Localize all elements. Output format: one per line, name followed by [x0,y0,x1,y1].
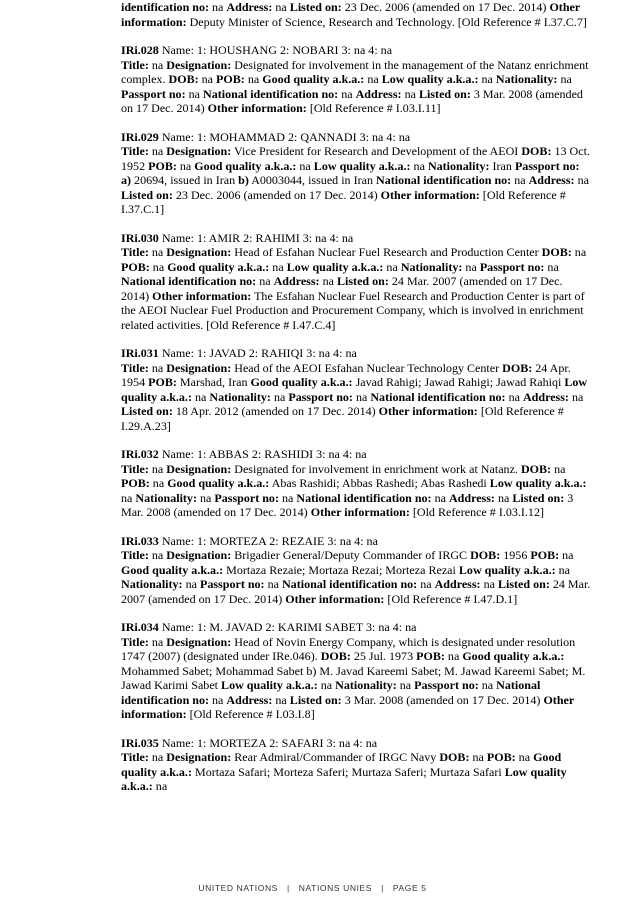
field-value: na [364,72,382,86]
field-value: na [148,634,167,649]
field-value: Head of Esfahan Nuclear Fuel Research and Production Center [231,245,542,259]
field-value: 25 Jul. 1973 [350,649,417,663]
field-value: na [559,548,574,562]
entry-name: 1: JAVAD 2: RAHIQI 3: na 4: na [196,346,357,360]
entry-reference: IRi.032 [121,447,159,461]
field-label: Other information: [378,404,478,418]
field-label: Low quality a.k.a.: [286,259,384,274]
entry-iri-034 [121,620,591,722]
field-label: Title: [121,750,149,764]
field-value: na [191,389,210,404]
entry-list [121,43,591,794]
entry-name-label: Name: [158,533,197,548]
field-value: Vice President for Research and Development of the AEOI [231,144,522,158]
field-label: POB: [121,259,150,274]
field-label: Good quality a.k.a.: [121,562,224,577]
field-value: na [182,577,200,591]
field-value: [Old Reference # I.03.I.11] [306,101,441,115]
entry-iri-035 [121,736,591,794]
field-label: Nationality: [400,259,463,274]
intro-value: Deputy Minister of Science, Research and Technology. [Old Reference # I.37.C.7] [186,14,587,29]
field-label: Title: [121,461,149,476]
field-label: Nationality: [121,577,183,591]
field-value: na [256,274,274,288]
field-value: na [494,490,513,505]
field-label: Address: [355,86,402,101]
field-label: POB: [121,476,150,490]
field-label: DOB: [520,461,552,476]
footer-org-french: NATIONS UNIES [298,883,373,893]
field-label: Good quality a.k.a.: [250,375,353,389]
field-label: Passport no: [121,86,186,101]
field-value: na [383,259,401,274]
field-label: National identification no: [376,173,512,187]
field-value: na [478,72,496,86]
field-value: na [410,158,428,173]
field-label: DOB: [320,649,351,663]
field-value: na [148,548,167,562]
field-value: na [417,577,435,591]
field-value: na [152,779,168,793]
field-value: Mortaza Safari; Morteza Saferi; Murtaza Saferi; Murtaza Safari [191,764,505,779]
entry-name: 1: AMIR 2: RAHIMI 3: na 4: na [196,230,354,245]
field-value: na [148,461,167,476]
field-label: National identification no: [296,490,432,505]
entry-name: 1: HOUSHANG 2: NOBARI 3: na 4: na [196,43,393,57]
field-label: DOB: [521,144,552,158]
entry-heading [121,736,591,751]
field-label: Low quality a.k.a.: [313,158,411,173]
entry-heading [121,130,591,145]
field-label: Nationality: [495,72,558,86]
field-value: A0003044, issued in Iran [248,173,376,187]
field-label: Designation: [166,750,232,764]
field-value: Designated for involvement in the management of the Natanz enrichment complex. [121,57,589,86]
field-value: na [462,259,480,274]
field-value: The Esfahan Nuclear Fuel Research and Production Center is part of the AEOI Nuclear Fuel Production and Procurement Company, which is involved in enrichment related activities. [Old Reference # I.47.C.4] [121,288,585,332]
field-label: Listed on: [289,692,342,707]
field-label: POB: [148,158,177,173]
field-value: Javad Rahigi; Jawad Rahigi; Jawad Rahiqi [352,375,565,389]
field-value: na [148,750,167,764]
field-value: Mortaza Rezaie; Mortaza Rezai; Morteza Rezai [223,562,459,577]
field-label: DOB: [541,245,572,259]
entry-reference: IRi.034 [121,620,159,634]
field-label: Title: [121,144,149,158]
field-label: Good quality a.k.a.: [194,158,297,173]
field-value: na [244,72,263,86]
field-label: Other information: [152,288,252,303]
field-label: Good quality a.k.a.: [262,72,365,86]
field-label: National identification no: [121,274,257,288]
field-label: Nationality: [427,158,490,173]
field-label: POB: [416,649,445,663]
field-label: Designation: [166,548,232,562]
field-label: Title: [121,548,149,562]
intro-label: identification no: [121,0,210,14]
field-label: Title: [121,57,149,72]
field-label: Address: [448,490,495,505]
field-value: na [338,86,356,101]
field-label: Nationality: [209,389,271,404]
field-label: Good quality a.k.a.: [462,649,565,663]
page-number: PAGE 5 [392,883,427,893]
field-value: na [264,577,282,591]
field-value: na [148,57,167,72]
footer-separator: | [286,883,290,893]
field-label: b) [238,173,249,187]
field-label: Designation: [166,57,232,72]
entry-name-label: Name: [158,447,197,461]
intro-paragraph [121,0,591,29]
field-value: na [401,86,419,101]
intro-value: 23 Dec. 2006 (amended on 17 Dec. 2014) [341,0,550,14]
field-value: 20694, issued in Iran [131,173,239,187]
field-value: na [480,577,498,591]
entry-reference: IRi.028 [121,43,159,57]
field-value: na [557,72,572,86]
field-value: [Old Reference # I.03.I.12] [409,505,544,519]
field-value: na [568,389,584,404]
field-label: Designation: [166,245,232,259]
field-value: [Old Reference # I.37.C.1] [121,187,566,216]
entry-heading [121,620,591,635]
entry-iri-032 [121,447,591,520]
field-value: Iran [489,158,515,173]
field-label: Listed on: [121,404,173,418]
field-value: 3 Mar. 2008 (amended on 17 Dec. 2014) [341,692,544,707]
entry-heading [121,447,591,462]
field-value: na [148,245,167,259]
field-value: na [176,158,195,173]
field-value: na [148,144,167,158]
field-value: na [478,678,497,692]
field-value: na [317,678,336,692]
intro-label: Other information: [121,0,580,29]
field-value: na [272,692,290,707]
field-label: Listed on: [336,274,389,288]
field-value: na [544,259,559,274]
field-value: na [278,490,297,505]
field-value: na [269,259,287,274]
field-label: National identification no: [281,577,418,591]
field-value: na [551,461,566,476]
field-value: Designated for involvement in enrichment work at Natanz. [231,461,521,476]
field-label: Low quality a.k.a.: [458,562,556,577]
field-label: Passport no: [288,389,353,404]
field-label: POB: [216,72,245,86]
field-label: Good quality a.k.a.: [167,259,270,274]
entry-iri-031 [121,346,591,433]
field-label: POB: [148,375,177,389]
field-value: 13 Oct. 1952 [121,144,590,173]
field-value: na [149,259,168,274]
entry-name-label: Name: [158,346,197,360]
field-label: Nationality: [335,678,397,692]
sanctions-list-content [121,0,591,808]
footer-separator: | [381,883,384,893]
field-value: 1956 [500,548,531,562]
field-label: Low quality a.k.a.: [121,375,588,404]
field-value: Head of the AEOI Esfahan Nuclear Technology Center [231,360,503,375]
field-value: na [505,389,523,404]
field-value: Mohammed Sabet; Mohammad Sabet b) M. Javad Kareemi Sabet; M. Jawad Kareemi Sabet; M. Jawad Karimi Sabet [121,663,586,692]
field-label: Passport no: [214,490,279,505]
field-value: na [444,649,463,663]
field-label: Address: [226,692,273,707]
entry-name: 1: MORTEZA 2: REZAIE 3: na 4: na [196,533,378,548]
field-label: Title: [121,360,149,375]
field-label: Good quality a.k.a.: [167,476,270,490]
field-label: Address: [528,173,575,187]
entry-iri-028 [121,43,591,116]
field-value: 23 Dec. 2006 (amended on 17 Dec. 2014) [172,187,381,202]
field-label: National identification no: [121,678,541,707]
field-label: Designation: [166,360,232,375]
field-label: Designation: [166,461,232,476]
field-value: na [185,86,203,101]
field-label: Listed on: [497,577,550,591]
field-label: Other information: [380,187,480,202]
entry-heading [121,346,591,361]
field-value: 24 Mar. 2007 (amended on 17 Dec. 2014) [121,577,591,606]
field-label: DOB: [439,750,470,764]
field-value: Rear Admiral/Commander of IRGC Navy [231,750,440,764]
field-label: DOB: [168,72,199,86]
field-value: na [198,72,217,86]
field-label: Passport no: [479,259,545,274]
field-value: 24 Apr. 1954 [121,360,571,389]
field-value: na [196,490,215,505]
entry-name-label: Name: [158,735,197,750]
field-label: Other information: [207,101,307,115]
entry-heading [121,231,591,246]
field-value: na [149,476,168,490]
intro-label: Listed on: [289,0,342,14]
field-label: Title: [121,245,149,259]
field-label: Designation: [166,634,232,649]
field-label: Nationality: [135,490,197,505]
field-label: Listed on: [418,86,471,101]
field-label: Low quality a.k.a.: [489,476,587,490]
entry-reference: IRi.035 [121,735,159,750]
entry-name-label: Name: [158,620,197,634]
field-label: POB: [530,548,560,562]
entry-name: 1: MOHAMMAD 2: QANNADI 3: na 4: na [196,129,411,144]
field-value: na [396,678,415,692]
field-label: Designation: [166,144,232,158]
field-label: a) [121,173,132,187]
field-value: na [555,562,571,577]
field-value: na [431,490,449,505]
entry-name-label: Name: [158,129,197,144]
field-value: na [148,360,167,375]
field-label: Passport no: [199,577,265,591]
entry-reference: IRi.033 [121,533,159,548]
field-label: Listed on: [512,490,565,505]
field-label: Listed on: [121,187,173,202]
field-label: Address: [522,389,569,404]
field-value: na [571,245,587,259]
entry-name: 1: M. JAVAD 2: KARIMI SABET 3: na 4: na [196,620,417,634]
entry-name: 1: MORTEZA 2: SAFARI 3: na 4: na [196,735,378,750]
field-label: DOB: [502,360,533,375]
field-value: na [209,692,227,707]
field-value: na [469,750,487,764]
field-label: National identification no: [370,389,506,404]
field-label: Address: [273,274,320,288]
field-value: 24 Mar. 2007 (amended on 17 Dec. 2014) [121,274,563,303]
entry-reference: IRi.030 [121,230,159,245]
field-label: National identification no: [203,86,339,101]
field-value: na [574,173,589,187]
field-value: Abas Rashidi; Abbas Rashedi; Abas Rashedi [269,476,490,490]
entry-reference: IRi.029 [121,129,159,144]
field-label: Other information: [285,591,385,606]
intro-value: na [272,0,290,14]
field-label: Low quality a.k.a.: [381,72,479,86]
field-value: [Old Reference # I.29.A.23] [121,404,564,433]
field-value: 3 Mar. 2008 (amended on 17 Dec. 2014) [121,86,583,115]
entry-name-label: Name: [158,230,197,245]
field-label: Title: [121,634,149,649]
field-value: [Old Reference # I.03.I.8] [186,707,315,721]
field-label: Address: [434,577,481,591]
field-label: Good quality a.k.a.: [121,750,562,779]
field-value: Brigadier General/Deputy Commander of IRGC [231,548,471,562]
field-value: na [511,173,529,187]
entry-iri-029 [121,130,591,217]
entry-name: 1: ABBAS 2: RASHIDI 3: na 4: na [196,447,367,461]
entry-reference: IRi.031 [121,346,159,360]
field-value: 3 Mar. 2008 (amended on 17 Dec. 2014) [121,490,574,519]
field-value: Marshad, Iran [176,375,251,389]
entry-iri-033 [121,534,591,607]
field-value: na [121,490,136,505]
entry-heading [121,534,591,549]
field-label: Other information: [121,692,574,721]
field-value: na [270,389,289,404]
entry-heading [121,43,591,58]
field-label: Passport no: [414,678,479,692]
intro-value: na [209,0,227,14]
field-value: [Old Reference # I.47.D.1] [384,591,518,606]
field-label: Low quality a.k.a.: [121,764,567,793]
field-value: na [319,274,337,288]
field-value: na [515,750,534,764]
field-value: na [296,158,314,173]
field-label: POB: [486,750,516,764]
field-label: DOB: [470,548,501,562]
field-value: na [352,389,371,404]
field-value: Head of Novin Energy Company, which is designated under resolution 1747 (2007) (designated under IRe.046). [121,634,576,663]
field-label: Passport no: [514,158,580,173]
entry-name-label: Name: [158,43,197,57]
entry-iri-030 [121,231,591,333]
field-value: 18 Apr. 2012 (amended on 17 Dec. 2014) [172,404,379,418]
field-label: Other information: [310,505,410,519]
footer-org-english: UNITED NATIONS [198,883,278,893]
page-footer [0,883,625,893]
field-label: Low quality a.k.a.: [221,678,318,692]
intro-label: Address: [226,0,273,14]
